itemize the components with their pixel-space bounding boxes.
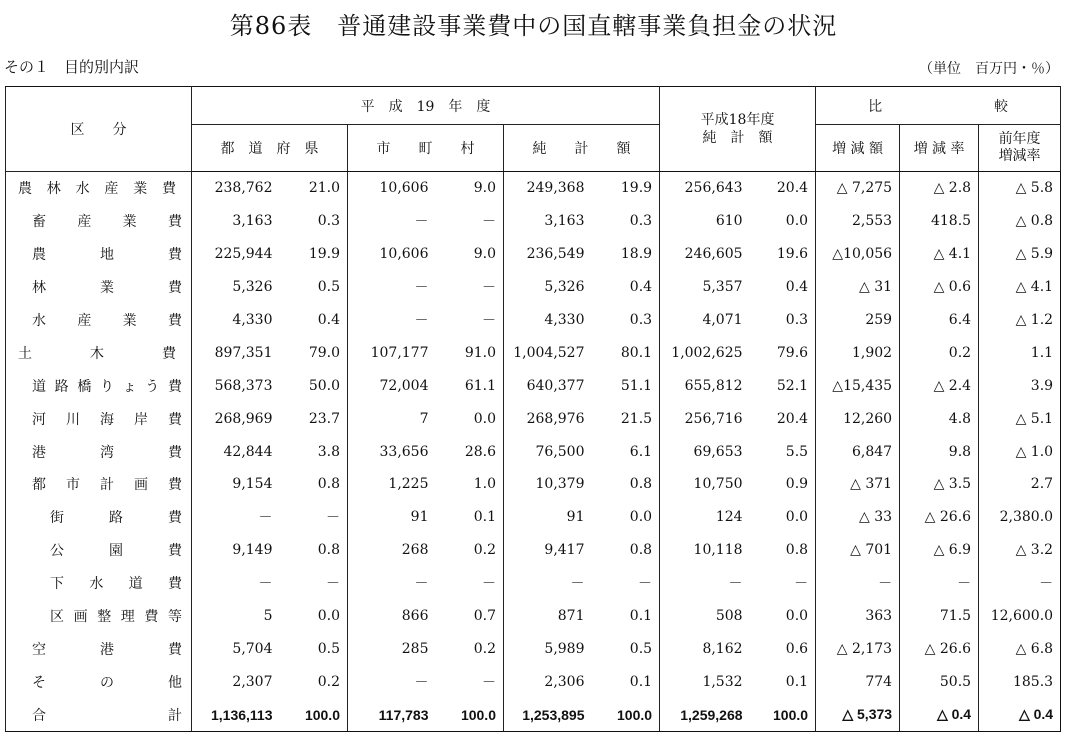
table-cell: 0.3 (629, 213, 653, 230)
table-cell: 80.1 (620, 344, 653, 361)
table-cell: 5.5 (785, 443, 809, 460)
table-cell: 256,716 (660, 402, 750, 435)
row-label (6, 632, 192, 665)
table-cell: △ 4.1 (979, 271, 1061, 304)
table-cell: 1,136,113 (192, 698, 280, 731)
row-label (6, 402, 192, 435)
table-cell: △ 0.4 (900, 698, 979, 731)
table-cell: 268,969 (192, 402, 280, 435)
table-cell: 4,071 (660, 304, 750, 337)
table-cell: 185.3 (979, 665, 1061, 698)
table-cell: 4,330 (192, 304, 280, 337)
table-cell: 10,379 (504, 468, 592, 501)
table-cell: 4,330 (504, 304, 592, 337)
table-cell: － (192, 501, 280, 534)
table-cell: 107,177 (348, 336, 436, 369)
table-row (6, 304, 1061, 337)
table-cell: △ 2.8 (900, 172, 979, 205)
table-cell: 79.6 (776, 344, 809, 361)
table-cell: 0.8 (629, 476, 653, 493)
table-cell: 610 (660, 205, 750, 238)
table-cell: 256,643 (660, 172, 750, 205)
table-cell: － (482, 280, 496, 297)
table-cell: 1,902 (816, 336, 900, 369)
table-cell: 0.5 (317, 279, 340, 296)
table-cell: △ 5,373 (816, 698, 900, 731)
table-row (6, 435, 1061, 468)
table-cell: 91 (504, 501, 592, 534)
table-cell: 1,225 (348, 468, 436, 501)
table-cell: 1.1 (979, 336, 1061, 369)
row-label-text: 土 木 費 (18, 345, 176, 362)
table-cell: 236,549 (504, 238, 592, 271)
table-cell: 1.0 (473, 476, 496, 493)
row-label-text: 水 産 業 費 (32, 313, 182, 329)
table-cell: 2,380.0 (979, 501, 1061, 534)
row-label-text: 港 湾 費 (32, 444, 182, 461)
table-cell: △ 2.4 (900, 369, 979, 402)
table-cell: 1,259,268 (660, 698, 750, 731)
table-cell: 3,163 (504, 205, 592, 238)
table-row (6, 369, 1061, 402)
table-cell: 12,600.0 (979, 600, 1061, 633)
table-cell: 9.8 (900, 435, 979, 468)
table-cell: － (482, 576, 496, 593)
table-cell: 2,306 (504, 665, 592, 698)
table-cell: 91 (348, 501, 436, 534)
table-cell: 0.0 (473, 410, 496, 427)
table-row (6, 632, 1061, 665)
row-label (6, 600, 192, 633)
table-cell: 0.1 (629, 608, 653, 625)
table-cell: 268 (348, 534, 436, 567)
row-label-text: 林 業 費 (32, 280, 182, 297)
table-cell: 1,002,625 (660, 336, 750, 369)
table-cell: △ 33 (816, 501, 900, 534)
table-cell: 238,762 (192, 172, 280, 205)
table-cell: 246,605 (660, 238, 750, 271)
table-cell: △ 6.9 (900, 534, 979, 567)
table-cell: 3.8 (317, 443, 340, 460)
table-cell: 5,326 (192, 271, 280, 304)
table-cell: 1,004,527 (504, 336, 592, 369)
table-cell: △ 1.2 (979, 304, 1061, 337)
header-change-rate: 増 減 率 (900, 125, 979, 172)
table-cell: 0.4 (785, 279, 809, 296)
table-cell: 0.2 (473, 640, 496, 657)
table-cell: △ 7,275 (816, 172, 900, 205)
row-label-text: 下 水 道 費 (50, 576, 182, 593)
row-label (6, 567, 192, 600)
table-cell: 2,553 (816, 205, 900, 238)
table-cell: － (638, 576, 653, 593)
table-cell: 71.5 (900, 600, 979, 633)
table-row (6, 600, 1061, 633)
row-label (6, 336, 192, 369)
row-label-text: 空 港 費 (32, 641, 182, 658)
table-cell: 50.0 (308, 377, 340, 394)
table-subtitle: その１ 目的別内訳 (4, 58, 140, 76)
table-row (6, 172, 1061, 205)
table-cell: 23.7 (308, 410, 340, 427)
table-cell: 5,989 (504, 632, 592, 665)
row-label (6, 698, 192, 731)
unit-note: （単位 百万円・％） (919, 61, 1059, 77)
table-cell: 100.0 (750, 698, 816, 731)
table-cell: 8,162 (660, 632, 750, 665)
table-cell: 19.9 (620, 180, 653, 197)
row-label (6, 271, 192, 304)
header-change-amount: 増 減 額 (816, 125, 900, 172)
table-cell: － (348, 665, 436, 698)
table-cell: 117,783 (348, 698, 436, 731)
table-row (6, 271, 1061, 304)
table-cell: 19.6 (776, 246, 809, 263)
table-title: 第86表 普通建設事業費中の国直轄事業負担金の状況 (229, 12, 838, 40)
table-cell: － (348, 205, 436, 238)
table-cell: － (348, 304, 436, 337)
table-cell: 568,373 (192, 369, 280, 402)
table-cell: 7 (348, 402, 436, 435)
table-cell: 0.8 (629, 542, 653, 559)
table-cell: 42,844 (192, 435, 280, 468)
table-body (6, 172, 1061, 732)
row-label (6, 534, 192, 567)
table-cell: 508 (660, 600, 750, 633)
table-cell: 640,377 (504, 369, 592, 402)
table-cell: 0.2 (900, 336, 979, 369)
row-label (6, 435, 192, 468)
header-comparison: 比 較 (816, 87, 1061, 125)
table-row (6, 698, 1061, 731)
table-cell: 1,532 (660, 665, 750, 698)
row-label-text: 街 路 費 (50, 510, 182, 527)
row-label (6, 172, 192, 205)
table-cell: 249,368 (504, 172, 592, 205)
table-cell: 774 (816, 665, 900, 698)
row-label-text: 都 市 計 画 費 (32, 477, 182, 494)
table-cell: 225,944 (192, 238, 280, 271)
table-cell: 0.1 (629, 673, 653, 690)
table-cell: 0.4 (317, 312, 340, 328)
table-cell: 6.1 (629, 443, 653, 460)
table-cell: 0.8 (317, 476, 340, 493)
table-row (6, 468, 1061, 501)
table-cell: △ 1.0 (979, 435, 1061, 468)
table-cell: 0.3 (629, 312, 653, 328)
table-cell: 3,163 (192, 205, 280, 238)
row-label (6, 665, 192, 698)
table-cell: － (794, 576, 809, 593)
table-cell: 51.1 (620, 377, 653, 394)
table-cell: － (979, 567, 1061, 600)
table-cell: － (326, 576, 340, 593)
header-municipalities: 市 町 村 (348, 125, 504, 172)
table-cell: 0.7 (473, 608, 496, 625)
table-cell: 0.3 (785, 312, 809, 328)
header-prev-rate-line1: 前年度 (998, 131, 1041, 147)
table-cell: 79.0 (308, 344, 340, 361)
row-label (6, 304, 192, 337)
table-cell: 5 (192, 600, 280, 633)
table-cell: 0.0 (785, 213, 809, 230)
row-label-text: 農 林 水 産 業 費 (18, 181, 176, 198)
table-cell: 28.6 (464, 443, 496, 460)
header-h19: 平 成 19 年 度 (192, 87, 660, 125)
table-cell: 91.0 (464, 344, 496, 361)
table-cell: 0.8 (317, 542, 340, 559)
table-cell: △ 4.1 (900, 238, 979, 271)
table-cell: 9,149 (192, 534, 280, 567)
table-cell: 0.9 (785, 476, 809, 493)
table-cell: 0.0 (785, 608, 809, 625)
table-cell: 33,656 (348, 435, 436, 468)
table-cell: 6,847 (816, 435, 900, 468)
table-cell: 0.0 (785, 509, 809, 526)
table-cell: － (482, 313, 496, 329)
table-cell: 9.0 (473, 180, 496, 197)
table-row (6, 534, 1061, 567)
table-cell: － (900, 567, 979, 600)
table-cell: 10,606 (348, 172, 436, 205)
row-label-text: 河 川 海 岸 費 (32, 411, 182, 428)
table-cell: △ 5.9 (979, 238, 1061, 271)
table-cell: 0.0 (317, 608, 340, 625)
table-cell: 61.1 (464, 377, 496, 394)
table-cell: 0.8 (785, 542, 809, 559)
table-cell: 10,606 (348, 238, 436, 271)
table-cell: － (326, 510, 340, 527)
table-cell: △ 3.2 (979, 534, 1061, 567)
table-cell: 19.9 (308, 246, 340, 263)
table-cell: 2.7 (979, 468, 1061, 501)
table-cell: 100.0 (592, 698, 660, 731)
table-cell: 6.4 (900, 304, 979, 337)
row-label-text: 畜 産 業 費 (32, 214, 182, 231)
table-cell: △ 26.6 (900, 632, 979, 665)
row-label-text: 農 地 費 (32, 247, 182, 264)
table-cell: 9,417 (504, 534, 592, 567)
row-label-text: 区 画 整 理 費 等 (50, 609, 182, 626)
table-cell: 0.1 (473, 509, 496, 526)
table-cell: △ 2,173 (816, 632, 900, 665)
header-h18-line1: 平成18年度 (700, 112, 775, 128)
table-cell: 50.5 (900, 665, 979, 698)
table-cell: 418.5 (900, 205, 979, 238)
table-cell: 0.2 (473, 542, 496, 559)
table-cell: △ 5.8 (979, 172, 1061, 205)
table-cell: △ 0.4 (979, 698, 1061, 731)
table-cell: 10,118 (660, 534, 750, 567)
table-cell: － (816, 567, 900, 600)
table-cell: 268,976 (504, 402, 592, 435)
table-cell: 0.5 (317, 640, 340, 657)
table-row (6, 205, 1061, 238)
header-prev-rate-line2: 増減率 (998, 148, 1041, 164)
table-cell: △ 371 (816, 468, 900, 501)
table-cell: － (192, 567, 280, 600)
table-cell: 259 (816, 304, 900, 337)
table-cell: 2,307 (192, 665, 280, 698)
table-cell: 52.1 (776, 377, 809, 394)
table-cell: 69,653 (660, 435, 750, 468)
table-cell: 0.2 (317, 673, 340, 690)
table-cell: 0.0 (629, 509, 653, 526)
row-label (6, 501, 192, 534)
table-cell: 0.6 (785, 640, 809, 657)
table-cell: － (348, 567, 436, 600)
table-cell: 5,704 (192, 632, 280, 665)
table-cell: 3.9 (979, 369, 1061, 402)
table-cell: △ 0.6 (900, 271, 979, 304)
table-cell: △ 6.8 (979, 632, 1061, 665)
table-cell: － (660, 567, 750, 600)
table-cell: 21.0 (308, 180, 340, 197)
row-label-text: そ の 他 (32, 674, 182, 691)
table-cell: 1,253,895 (504, 698, 592, 731)
table-cell: 5,357 (660, 271, 750, 304)
table-cell: 4.8 (900, 402, 979, 435)
table-cell: 9,154 (192, 468, 280, 501)
table-cell: － (504, 567, 592, 600)
table-cell: △ 3.5 (900, 468, 979, 501)
table-cell: 20.4 (776, 180, 809, 197)
header-h18 (660, 87, 816, 172)
header-prev-rate (979, 125, 1061, 172)
table-cell: 866 (348, 600, 436, 633)
table-row (6, 567, 1061, 600)
table-cell: △ 31 (816, 271, 900, 304)
table-cell: 9.0 (473, 246, 496, 263)
table-cell: － (348, 271, 436, 304)
table-cell: 72,004 (348, 369, 436, 402)
table-row (6, 238, 1061, 271)
table-cell: 0.3 (317, 213, 340, 230)
table-cell: 5,326 (504, 271, 592, 304)
table-cell: 10,750 (660, 468, 750, 501)
row-label (6, 369, 192, 402)
header-category: 区 分 (6, 87, 192, 172)
table-cell: 124 (660, 501, 750, 534)
table-cell: 76,500 (504, 435, 592, 468)
table-cell: 12,260 (816, 402, 900, 435)
row-label (6, 205, 192, 238)
row-label-text: 道 路 橋 り ょ う 費 (32, 378, 182, 395)
table-cell: 871 (504, 600, 592, 633)
table-row (6, 501, 1061, 534)
table-cell: △15,435 (816, 369, 900, 402)
table-cell: △ 0.8 (979, 205, 1061, 238)
table-cell: 0.5 (629, 640, 653, 657)
row-label (6, 238, 192, 271)
table-cell: 18.9 (620, 246, 653, 263)
table-cell: 897,351 (192, 336, 280, 369)
row-label-text: 公 園 費 (50, 543, 182, 560)
table-cell: △ 5.1 (979, 402, 1061, 435)
table-cell: 21.5 (620, 410, 653, 427)
table-cell: － (482, 214, 496, 231)
row-label-text: 合 計 (32, 707, 182, 724)
header-h18-line2: 純 計 額 (702, 130, 773, 146)
table-cell: 363 (816, 600, 900, 633)
table-row (6, 402, 1061, 435)
table-cell: 655,812 (660, 369, 750, 402)
table-cell: △ 26.6 (900, 501, 979, 534)
table-cell: 285 (348, 632, 436, 665)
table-cell: 0.4 (629, 279, 653, 296)
header-prefectures: 都 道 府 県 (192, 125, 348, 172)
budget-table (5, 86, 1061, 732)
header-net-total: 純 計 額 (504, 125, 660, 172)
table-cell: △ 701 (816, 534, 900, 567)
table-cell: △10,056 (816, 238, 900, 271)
table-cell: 100.0 (436, 698, 504, 731)
table-cell: － (482, 674, 496, 691)
table-cell: 0.1 (785, 673, 809, 690)
table-row (6, 665, 1061, 698)
table-cell: 100.0 (280, 698, 348, 731)
table-row (6, 336, 1061, 369)
table-cell: 20.4 (776, 410, 809, 427)
row-label (6, 468, 192, 501)
